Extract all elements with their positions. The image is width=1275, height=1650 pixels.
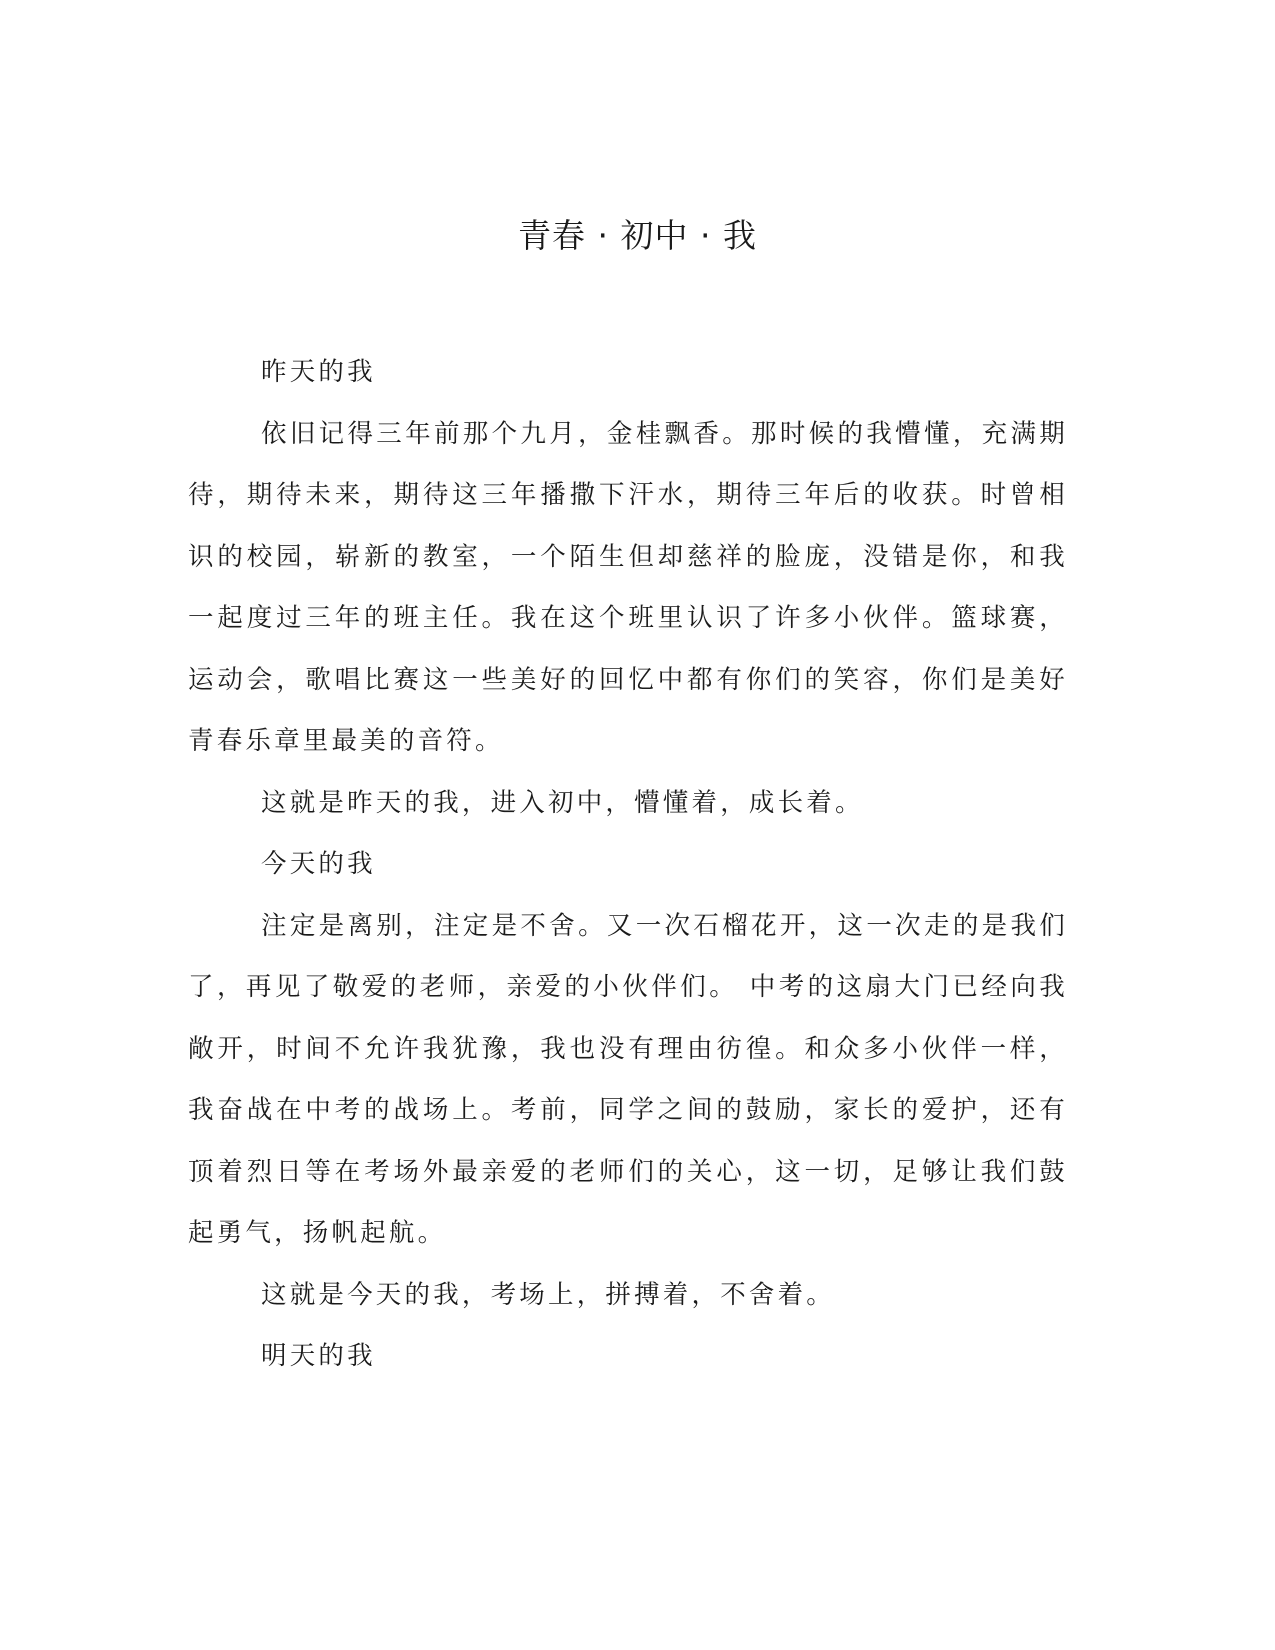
section-heading-tomorrow: 明天的我	[261, 1341, 376, 1371]
paragraph-yesterday-summary: 这就是昨天的我，进入初中，懵懂着，成长着。	[261, 787, 864, 818]
paragraph-today-summary: 这就是今天的我，考场上，拼搏着，不舍着。	[261, 1279, 836, 1310]
document-title: 青春 · 初中 · 我	[518, 216, 757, 255]
section-heading-today: 今天的我	[261, 849, 376, 879]
section-heading-yesterday: 昨天的我	[261, 357, 376, 387]
paragraph-yesterday-story: 依旧记得三年前那个九月，金桂飘香。那时候的我懵懂，充满期待，期待未来，期待这三年播撒下汗水，期待三年后的收获。时曾相识的校园，崭新的教室，一个陌生但却慈祥的脸庞，没错是你，和我一起度过三年的班主任。我在这个班里认识了许多小伙伴。篮球赛，运动会，歌唱比赛这一些美好的回忆中都有你们的笑容，你们是美好青春乐章里最美的音符。	[188, 418, 1068, 756]
document-body	[188, 342, 1068, 1388]
paragraph-today-story: 注定是离别，注定是不舍。又一次石榴花开，这一次走的是我们了，再见了敬爱的老师，亲爱的小伙伴们。 中考的这扇大门已经向我敞开，时间不允许我犹豫，我也没有理由彷徨。和众多小伙伴一样，我奋战在中考的战场上。考前，同学之间的鼓励，家长的爱护，还有顶着烈日等在考场外最亲爱的老师们的关心，这一切，足够让我们鼓起勇气，扬帆起航。	[188, 910, 1068, 1248]
